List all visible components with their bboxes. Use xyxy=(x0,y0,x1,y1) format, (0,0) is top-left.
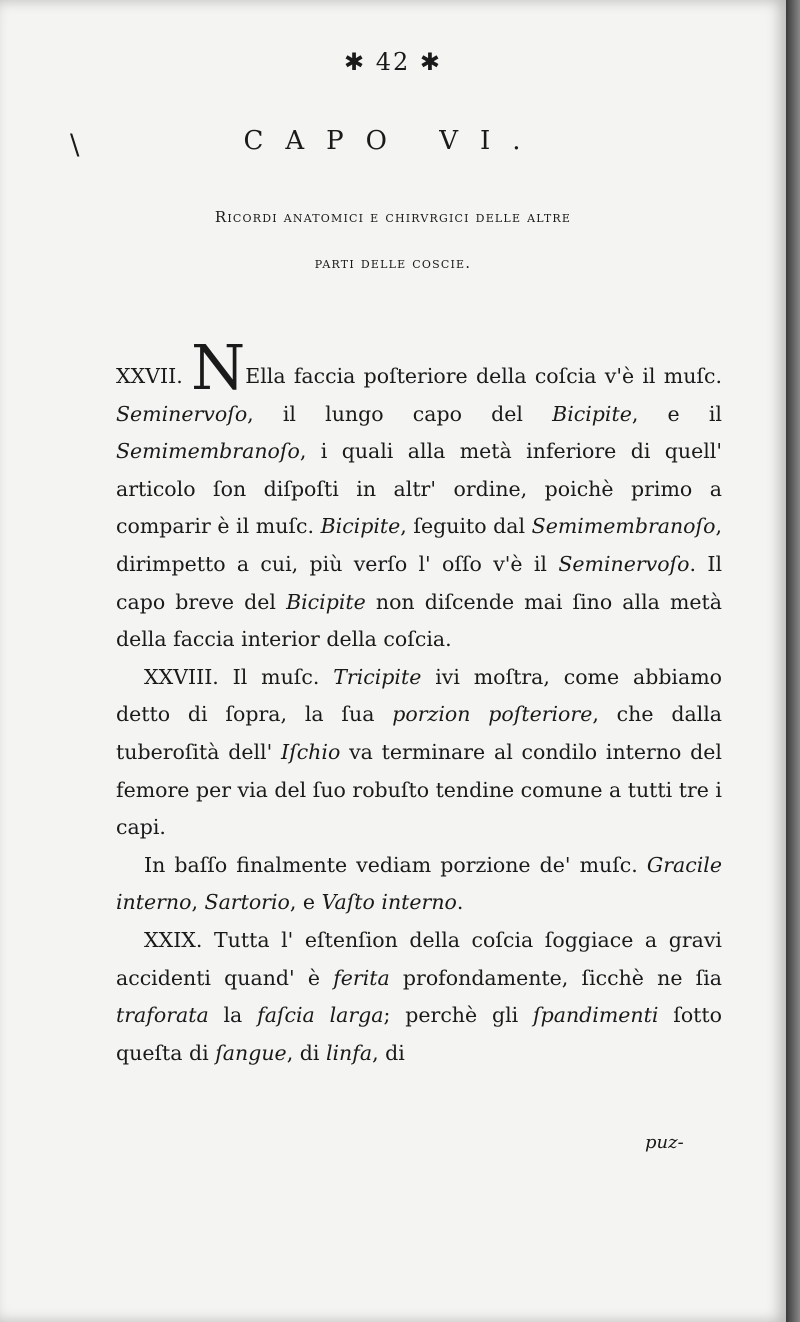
text-run: , dirimpetto a cui, più verſo l' oſſo v'è il xyxy=(116,514,722,576)
italic-term: Seminervoſo xyxy=(558,551,690,576)
text-run: , xyxy=(191,890,205,915)
italic-term: linfa xyxy=(325,1040,373,1065)
italic-term: Sartorio xyxy=(204,890,290,915)
chapter-title: CAPO VI. xyxy=(243,126,543,156)
text-run: ; perchè gli xyxy=(383,1003,534,1028)
text-run: non diſcende mai ſino alla metà della faccia interior della coſcia. xyxy=(116,589,722,652)
text-run: , di xyxy=(372,1040,405,1065)
text-run: Il muſc. xyxy=(218,664,334,689)
paragraph-xxviii xyxy=(116,659,722,847)
italic-term: Bicipite xyxy=(320,514,401,539)
text-run: , ſeguito dal xyxy=(400,514,532,539)
italic-term: Vaſto interno xyxy=(321,890,457,915)
text-run: Ella faccia poſteriore della coſcia v'è il muſc. xyxy=(245,364,722,388)
italic-term: Semimembranoſo xyxy=(116,439,300,464)
paragraph-xxvii xyxy=(116,331,722,659)
paragraph-xxix xyxy=(116,922,722,1072)
italic-term: traforata xyxy=(116,1003,209,1028)
italic-term: ſpandimenti xyxy=(533,1003,659,1028)
drop-cap: N xyxy=(191,331,246,404)
page-header xyxy=(0,48,786,76)
text-run: va terminare al condilo interno del femore per via del ſuo robuſto tendine comune a tutti tre i capi. xyxy=(116,739,722,840)
italic-term: Bicipite xyxy=(552,401,632,426)
body-text xyxy=(116,331,723,1072)
catchword: puz- xyxy=(645,1132,684,1153)
italic-term: ferita xyxy=(333,965,390,990)
text-run: , il lungo capo del xyxy=(247,401,553,426)
text-run: , e il xyxy=(631,401,722,426)
text-run: . xyxy=(456,890,464,915)
italic-term: porzion poſteriore xyxy=(392,702,593,727)
section-number: XXIX. xyxy=(144,927,203,952)
chapter-subtitle-line-1: Ricordi anatomici e chirvrgici delle altre xyxy=(214,208,572,226)
section-number: XXVII. xyxy=(116,364,183,388)
italic-term: Iſchio xyxy=(281,739,341,764)
text-run: . Il capo breve del xyxy=(116,551,722,614)
text-run: , che dalla tuberoſità dell' xyxy=(116,702,722,764)
text-run: , i quali alla metà inferiore di quell' articolo ſon diſpoſti in altr' ordine, poichè primo a comparir è il muſc. xyxy=(116,439,722,539)
chapter-subtitle-line-2: parti delle coscie. xyxy=(314,254,472,272)
italic-term: Seminervoſo xyxy=(116,401,248,426)
italic-term: Gracile interno xyxy=(116,852,722,915)
text-run: Tutta l' eſtenſion della coſcia ſoggiace a gravi accidenti quand' è xyxy=(116,927,722,990)
text-run: ſotto queſta di xyxy=(116,1003,722,1065)
italic-term: Semimembranoſo xyxy=(531,514,716,539)
section-number: XXVIII. xyxy=(144,664,219,689)
page-number: 42 xyxy=(375,48,411,76)
page-edge-shadow xyxy=(786,0,800,1322)
ornament-star-right-icon: ✱ xyxy=(419,48,443,76)
italic-term: ſangue xyxy=(215,1040,287,1065)
text-run: ivi moſtra, come abbiamo detto di ſopra, la ſua xyxy=(116,664,722,727)
ornament-star-left-icon: ✱ xyxy=(343,48,367,76)
text-run: profondamente, ſicchè ne ſia xyxy=(389,965,723,990)
text-run: la xyxy=(208,1003,258,1028)
italic-term: faſcia larga xyxy=(257,1003,384,1028)
text-run: , di xyxy=(286,1040,326,1065)
paragraph-basso xyxy=(116,847,722,922)
text-run: In baſſo finalmente vediam porzione de' muſc. xyxy=(144,852,647,877)
italic-term: Bicipite xyxy=(286,589,366,614)
text-run: , e xyxy=(289,890,322,915)
margin-mark: \ xyxy=(70,128,80,161)
italic-term: Tricipite xyxy=(333,664,422,689)
